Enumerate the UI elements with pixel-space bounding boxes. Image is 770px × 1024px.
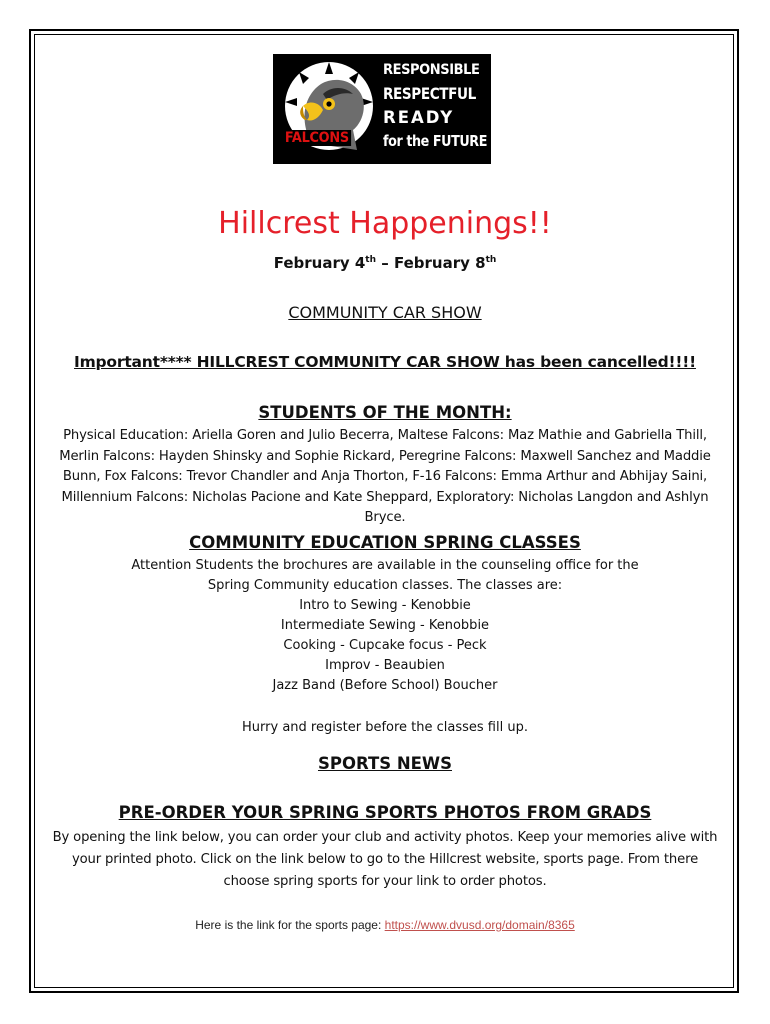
community-education-heading: COMMUNITY EDUCATION SPRING CLASSES <box>189 533 581 552</box>
date-range <box>0 254 770 272</box>
ce-class-item: Improv - Beaubien <box>325 658 445 673</box>
sports-link-line <box>0 918 770 932</box>
students-line: Merlin Falcons: Hayden Shinsky and Sophie Rickard, Peregrine Falcons: Maxwell Sanchez and Maddie <box>59 448 711 464</box>
ce-line: Spring Community education classes. The classes are: <box>207 578 563 593</box>
car-show-heading: COMMUNITY CAR SHOW <box>288 303 482 322</box>
photo-line: By opening the link below, you can order your club and activity photos. Keep your memories alive with <box>52 830 718 845</box>
date-end-suffix: th <box>485 255 497 265</box>
car-show-cancelled-notice: Important**** HILLCREST COMMUNITY CAR SHOW has been cancelled!!!! <box>74 353 696 371</box>
logo-falcons-tag: FALCONS <box>284 130 349 146</box>
students-line: Physical Education: Ariella Goren and Julio Becerra, Maltese Falcons: Maz Mathie and Gabriella Thill, <box>63 428 707 443</box>
students-line: Bunn, Fox Falcons: Trevor Chandler and Anja Thorton, F-16 Falcons: Emma Arthur and Abhijay Saini, <box>62 469 708 484</box>
ce-class-item: Intermediate Sewing - Kenobbie <box>280 618 490 633</box>
date-start: February 4 <box>273 254 366 272</box>
falcons-logo <box>273 54 491 164</box>
ce-line: Attention Students the brochures are available in the counseling office for the <box>131 558 639 573</box>
photo-preorder-heading: PRE-ORDER YOUR SPRING SPORTS PHOTOS FROM GRADS <box>118 803 652 822</box>
date-separator: – <box>376 254 394 272</box>
students-of-month-heading: STUDENTS OF THE MONTH: <box>258 403 512 422</box>
logo-line-responsible: RESPONSIBLE <box>383 62 480 78</box>
students-line: Millennium Falcons: Nicholas Pacione and Kate Sheppard, Exploratory: Nicholas Langdon and Ashlyn Bryce. <box>61 489 709 525</box>
ce-class-item: Cooking - Cupcake focus - Peck <box>283 638 487 653</box>
photo-line: choose spring sports for your link to order photos. <box>223 874 547 889</box>
logo-line-future: for the FUTURE <box>383 132 487 150</box>
photo-line: your printed photo. Click on the link below to go to the Hillcrest website, sports page. From there <box>71 852 699 867</box>
ce-class-item: Intro to Sewing - Kenobbie <box>299 598 471 613</box>
sports-link-prefix: Here is the link for the sports page: <box>195 918 385 932</box>
logo-motto <box>379 58 487 160</box>
students-of-month-text <box>40 426 730 529</box>
date-start-suffix: th <box>365 255 377 265</box>
community-education-text <box>0 556 770 696</box>
sports-news-heading: SPORTS NEWS <box>317 754 452 773</box>
logo-line-respectful: RESPECTFUL <box>383 84 476 103</box>
date-end: February 8 <box>393 254 486 272</box>
logo-line-ready: READY <box>383 108 455 127</box>
photo-preorder-text <box>40 827 730 893</box>
register-reminder: Hurry and register before the classes fill up. <box>242 720 528 735</box>
sports-page-link[interactable]: https://www.dvusd.org/domain/8365 <box>384 918 575 932</box>
newsletter-title: Hillcrest Happenings!! <box>218 206 552 241</box>
ce-class-item: Jazz Band (Before School) Boucher <box>272 678 498 693</box>
